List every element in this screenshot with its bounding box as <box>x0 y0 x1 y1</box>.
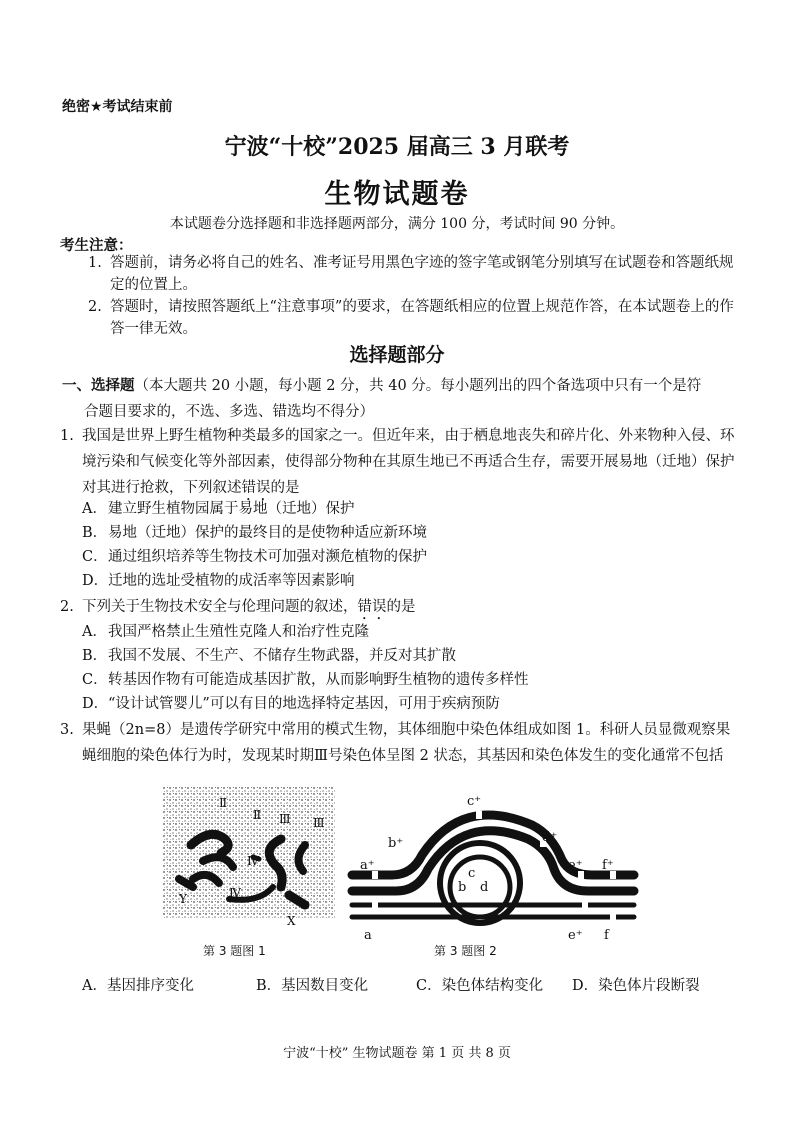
part-lead: 一、选择题 <box>62 378 135 394</box>
notice-heading: 考生注意： <box>60 238 133 254</box>
emphasis-text: 错误 <box>357 599 387 615</box>
notice-number: 1. <box>88 255 102 271</box>
svg-text:e⁺: e⁺ <box>568 928 583 943</box>
question-1-option-b[interactable] <box>82 521 742 545</box>
paper-subtitle: 生物试题卷 <box>324 179 470 210</box>
svg-text:Ⅲ: Ⅲ <box>313 816 325 830</box>
option-label: A． <box>82 501 107 517</box>
svg-text:Ⅱ: Ⅱ <box>253 808 262 822</box>
option-label: D． <box>82 696 109 712</box>
option-label: A． <box>82 624 107 640</box>
question-text-end: 的是 <box>386 599 416 615</box>
svg-text:Y: Y <box>179 892 187 906</box>
option-text: 基因数目变化 <box>281 978 369 994</box>
notice-text: 答题前，请务必将自己的姓名、准考证号用黑色字迹的签字笔或钢笔分别填写在试题卷和答题纸规定的位置上。 <box>110 255 734 293</box>
svg-text:e⁺: e⁺ <box>568 858 583 873</box>
part-line1: （本大题共 20 小题，每小题 2 分，共 40 分。每小题列出的四个备选项中只有一个是符 <box>134 378 702 394</box>
notice-number: 2. <box>88 299 102 315</box>
figure-1-caption: 第 3 题图 1 <box>203 944 266 958</box>
question-3-option-b[interactable] <box>256 974 416 995</box>
question-2-option-b[interactable] <box>82 644 742 668</box>
question-number: 1. <box>60 428 74 444</box>
notice-text: 答题时，请按照答题纸上“注意事项”的要求，在答题纸相应的位置上规范作答，在本试题卷上的作答一律无效。 <box>110 299 734 337</box>
svg-text:f⁺: f⁺ <box>602 858 614 873</box>
figure-2-caption: 第 3 题图 2 <box>434 944 497 958</box>
question-3-option-a[interactable] <box>82 974 256 995</box>
question-1-stem <box>60 423 740 504</box>
svg-text:d: d <box>480 880 489 895</box>
question-3-option-d[interactable] <box>572 974 700 995</box>
option-label: B． <box>82 648 108 664</box>
option-text: 通过组织培养等生物技术可加强对濒危植物的保护 <box>108 549 427 565</box>
option-label: C． <box>82 672 108 688</box>
option-label: C． <box>416 978 442 994</box>
figure-1-karyotype <box>163 787 335 958</box>
svg-text:X: X <box>287 914 296 928</box>
paper-info: 本试题卷分选择题和非选择题两部分，满分 100 分，考试时间 90 分钟。 <box>169 216 625 232</box>
svg-text:d⁺: d⁺ <box>542 830 558 845</box>
svg-text:b⁺: b⁺ <box>388 836 404 851</box>
question-2-option-c[interactable] <box>82 668 742 692</box>
question-text: 果蝇（2n=8）是遗传学研究中常用的模式生物，其体细胞中染色体组成如图 1。科研人员显微观察果蝇细胞的染色体行为时，发现某时期Ⅲ号染色体呈图 2 状态，其基因和染色体发生的变化通常不包括 <box>82 722 731 764</box>
emphasis-text: 错误 <box>241 480 271 496</box>
option-text: 基因排序变化 <box>106 978 194 994</box>
exam-title: 宁波“十校”2025 届高三 3 月联考 <box>224 134 570 160</box>
svg-text:b: b <box>458 880 467 895</box>
question-3-options <box>60 974 750 995</box>
svg-text:c: c <box>468 866 476 881</box>
option-text: “设计试管婴儿”可以有目的地选择特定基因，可用于疾病预防 <box>108 696 500 712</box>
karyotype-image <box>163 787 335 940</box>
option-label: A． <box>82 978 107 994</box>
part-instructions <box>62 373 742 425</box>
question-number: 3. <box>60 722 74 738</box>
svg-text:Ⅲ: Ⅲ <box>279 812 291 826</box>
notice-item <box>88 296 734 340</box>
option-label: D． <box>82 573 109 589</box>
question-2-stem <box>60 594 740 623</box>
option-text: 建立野生植物园属于易地（迁地）保护 <box>108 501 355 517</box>
option-text: 我国严格禁止生殖性克隆人和治疗性克隆 <box>108 624 369 640</box>
svg-text:Ⅳ: Ⅳ <box>247 854 259 868</box>
svg-text:c⁺: c⁺ <box>467 794 482 809</box>
question-text: 下列关于生物技术安全与伦理问题的叙述， <box>82 599 358 615</box>
section-title: 选择题部分 <box>349 344 445 366</box>
option-text: 我国不发展、不生产、不储存生物武器，并反对其扩散 <box>108 648 456 664</box>
option-label: B． <box>82 525 108 541</box>
secrecy-label: 绝密★考试结束前 <box>62 99 173 115</box>
question-1-option-d[interactable] <box>82 569 742 593</box>
svg-text:Ⅱ: Ⅱ <box>219 796 228 810</box>
svg-text:a⁺: a⁺ <box>360 858 375 873</box>
page-footer: 宁波“十校” 生物试题卷 第 1 页 共 8 页 <box>283 1046 511 1061</box>
figure-2-inversion-loop <box>352 794 634 958</box>
part-line2: 合题目要求的，不选、多选、错选均不得分） <box>84 404 374 420</box>
inversion-loop-diagram <box>352 794 634 950</box>
svg-text:a: a <box>364 928 372 943</box>
question-3-stem <box>60 717 740 769</box>
question-text-end: 的是 <box>270 480 300 496</box>
option-text: 转基因作物有可能造成基因扩散，从而影响野生植物的遗传多样性 <box>108 672 529 688</box>
question-text: 我国是世界上野生植物种类最多的国家之一。但近年来，由于栖息地丧失和碎片化、外来物种入侵、环境污染和气候变化等外部因素，使得部分物种在其原生地已不再适合生存，需要开展易地（迁地）保护对其进行抢救，下列叙述 <box>82 428 735 496</box>
question-1-option-c[interactable] <box>82 545 742 569</box>
option-text: 染色体片段断裂 <box>598 978 700 994</box>
option-label: C． <box>82 549 108 565</box>
question-2-option-a[interactable] <box>82 620 742 644</box>
option-label: B． <box>256 978 282 994</box>
question-2-option-d[interactable] <box>82 692 742 716</box>
question-number: 2. <box>60 599 74 615</box>
option-text: 易地（迁地）保护的最终目的是使物种适应新环境 <box>108 525 427 541</box>
option-text: 染色体结构变化 <box>441 978 544 994</box>
svg-text:Ⅳ: Ⅳ <box>229 886 241 900</box>
notice-item <box>88 252 734 296</box>
option-label: D． <box>572 978 599 994</box>
svg-text:f: f <box>604 928 609 943</box>
option-text: 迁地的选址受植物的成活率等因素影响 <box>108 573 355 589</box>
question-3-option-c[interactable] <box>416 974 572 995</box>
question-1-option-a[interactable] <box>82 497 742 521</box>
